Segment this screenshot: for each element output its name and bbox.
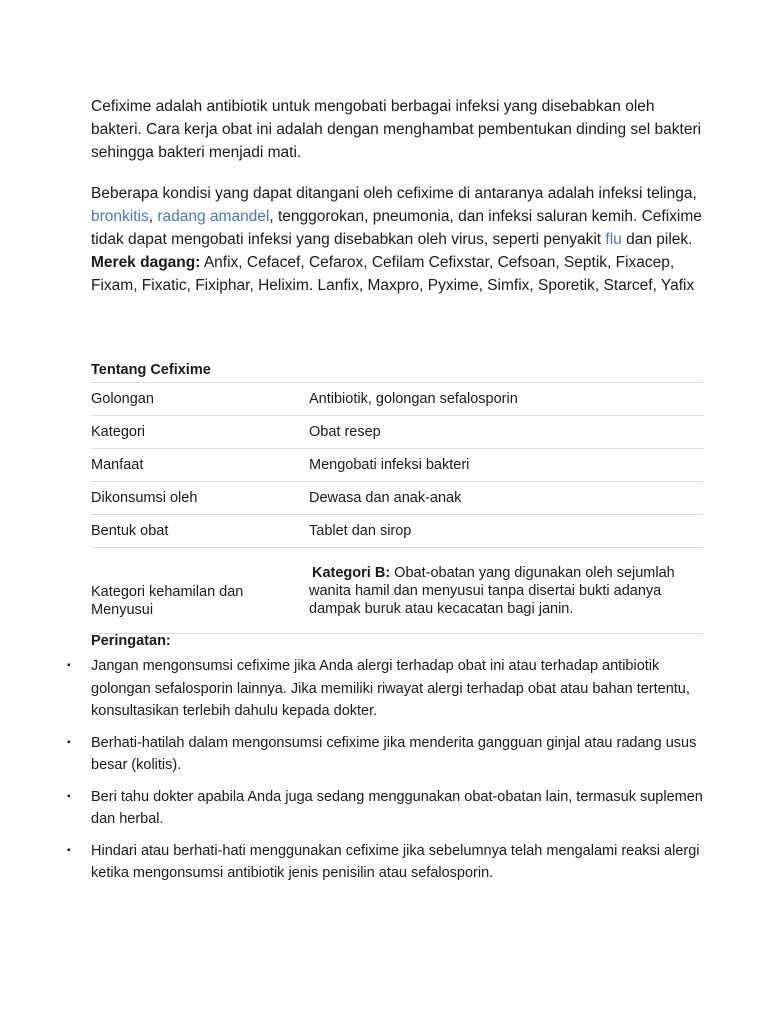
row-label: Bentuk obat (91, 515, 309, 548)
warning-text: Beri tahu dokter apabila Anda juga sedang menggunakan obat-obatan lain, termasuk suplemen dan herbal. (91, 788, 703, 827)
brand-names (91, 251, 703, 297)
warnings-title: Peringatan: (91, 633, 171, 649)
pregnancy-category-label: Kategori B: (312, 564, 391, 581)
table-row (91, 515, 703, 548)
document-content (67, 95, 703, 881)
warning-text: Berhati-hatilah dalam mengonsumsi cefixime jika menderita gangguan ginjal atau radang usus besar (kolitis). (91, 734, 697, 773)
row-label: Manfaat (91, 449, 309, 482)
row-value: Mengobati infeksi bakteri (309, 449, 703, 482)
intro-paragraph-2 (91, 182, 703, 251)
bronkitis-link[interactable]: bronkitis (91, 208, 149, 225)
row-value: Tablet dan sirop (309, 515, 703, 548)
intro-paragraph-1: Cefixime adalah antibiotik untuk mengobati berbagai infeksi yang disebabkan oleh bakteri. Cara kerja obat ini adalah dengan menghambat pembentukan dinding sel bakteri sehingga bakteri menjadi mati. (91, 98, 702, 161)
bullet-icon: ▪ (67, 660, 71, 671)
flu-link[interactable]: flu (605, 231, 622, 248)
bullet-icon: ▪ (67, 736, 71, 748)
pregnancy-first-line (309, 564, 703, 582)
warnings-list (67, 655, 707, 894)
list-item (67, 840, 707, 885)
row-label: Dikonsumsi oleh (91, 482, 309, 515)
about-table (91, 382, 703, 634)
table-row-pregnancy (91, 548, 703, 634)
bullet-icon: ▪ (67, 844, 71, 856)
row-value: Dewasa dan anak-anak (309, 482, 703, 515)
table-row (91, 449, 703, 482)
pregnancy-text-1: Obat-obatan yang digunakan oleh sejumlah (390, 564, 675, 581)
intro-paragraph-2-text-a: Beberapa kondisi yang dapat ditangani oleh cefixime di antaranya adalah infeksi telinga, (91, 185, 697, 202)
warning-text: Hindari atau berhati-hati menggunakan cefixime jika sebelumnya telah mengalami reaksi alergi ketika mengonsumsi antibiotik jenis penisilin atau sefalosporin. (91, 842, 700, 881)
intro-paragraph-2-text-b: , tenggorokan, pneumonia, dan infeksi saluran kemih. Cefixime tidak dapat mengobati infeksi yang disebabkan oleh virus, seperti penyakit (91, 208, 702, 248)
intro-paragraph-2-sep: , (148, 208, 158, 225)
row-value: Antibiotik, golongan sefalosporin (309, 383, 703, 416)
about-section-title: Tentang Cefixime (91, 362, 211, 378)
row-value: Obat resep (309, 416, 703, 449)
row-value (309, 548, 703, 634)
list-item (67, 786, 707, 831)
warning-text: Jangan mengonsumsi cefixime jika Anda alergi terhadap obat ini atau terhadap antibiotik golongan sefalosporin lainnya. Jika memiliki riwayat alergi terhadap obat atau bahan tertentu, konsultasikan terlebih dahulu kepada dokter. (91, 658, 690, 719)
bullet-icon: ▪ (67, 790, 71, 802)
list-item (67, 655, 707, 723)
list-item (67, 732, 707, 777)
pregnancy-text-2: wanita hamil dan menyusui tanpa disertai bukti adanya dampak buruk atau kecacatan bagi janin. (309, 582, 662, 617)
intro-paragraph-2-text-c: dan pilek. (621, 231, 693, 248)
table-row (91, 482, 703, 515)
radang-amandel-link[interactable]: radang amandel (157, 208, 270, 225)
row-label: Kategori (91, 416, 309, 449)
brand-list: Anfix, Cefacef, Cefarox, Cefilam Cefixstar, Cefsoan, Septik, Fixacep, Fixam, Fixatic, Fixiphar, Helixim. Lanfix, Maxpro, Pyxime, Simfix, Sporetik, Starcef, Yafix (91, 254, 695, 294)
brand-label: Merek dagang: (91, 254, 201, 271)
row-label: Golongan (91, 383, 309, 416)
row-label: Kategori kehamilan dan Menyusui (91, 548, 309, 634)
table-row (91, 416, 703, 449)
table-row (91, 383, 703, 416)
